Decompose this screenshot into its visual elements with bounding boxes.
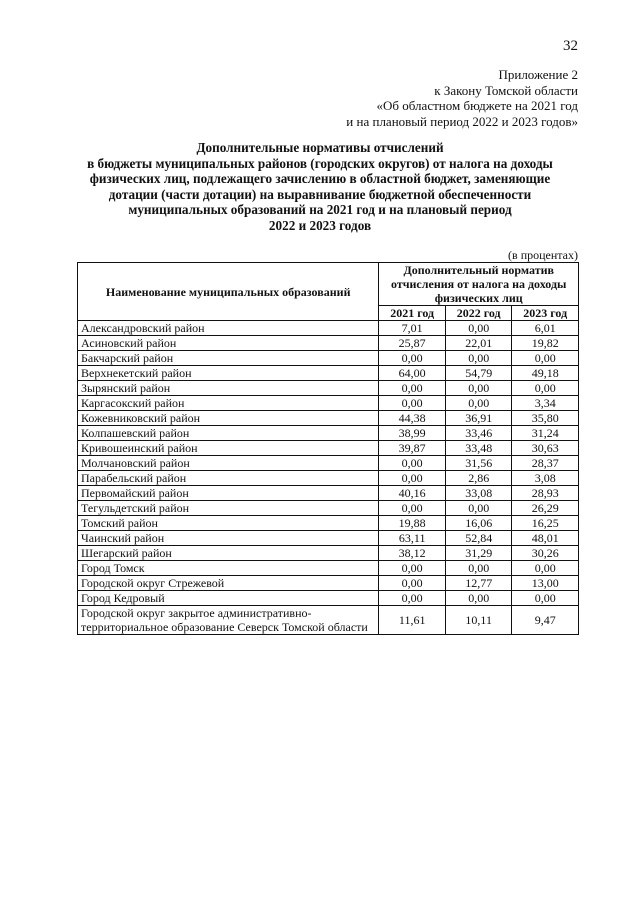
value-2022: 0,00 xyxy=(445,396,512,411)
municipality-name: Городской округ Стрежевой xyxy=(78,576,379,591)
municipality-name: Город Томск xyxy=(78,561,379,576)
value-2021: 0,00 xyxy=(379,471,446,486)
title-line: Дополнительные нормативы отчислений xyxy=(196,140,444,155)
appendix-line: и на плановый период 2022 и 2023 годов» xyxy=(346,113,578,129)
table-row xyxy=(78,396,579,411)
table-row xyxy=(78,426,579,441)
value-2023: 49,18 xyxy=(512,366,579,381)
document-title xyxy=(60,140,580,234)
table-row xyxy=(78,471,579,486)
value-2023: 30,26 xyxy=(512,546,579,561)
value-2023: 30,63 xyxy=(512,441,579,456)
value-2022: 36,91 xyxy=(445,411,512,426)
value-2022: 0,00 xyxy=(445,591,512,606)
municipality-name: Чаинский район xyxy=(78,531,379,546)
value-2023: 13,00 xyxy=(512,576,579,591)
value-2022: 12,77 xyxy=(445,576,512,591)
table-row xyxy=(78,351,579,366)
title-line: муниципальных образований на 2021 год и на плановый период xyxy=(128,202,512,218)
value-2023: 0,00 xyxy=(512,381,579,396)
table-row xyxy=(78,546,579,561)
value-2022: 52,84 xyxy=(445,531,512,546)
value-2022: 22,01 xyxy=(445,336,512,351)
value-2022: 0,00 xyxy=(445,351,512,366)
value-2021: 38,12 xyxy=(379,546,446,561)
value-2022: 0,00 xyxy=(445,381,512,396)
municipality-name: Александровский район xyxy=(78,321,379,336)
municipality-name: Зырянский район xyxy=(78,381,379,396)
municipality-name: Каргасокский район xyxy=(78,396,379,411)
header-year-2023: 2023 год xyxy=(512,306,579,321)
value-2023: 26,29 xyxy=(512,501,579,516)
value-2023: 0,00 xyxy=(512,591,579,606)
value-2021: 40,16 xyxy=(379,486,446,501)
value-2023: 31,24 xyxy=(512,426,579,441)
value-2022: 0,00 xyxy=(445,501,512,516)
value-2023: 3,08 xyxy=(512,471,579,486)
municipality-name: Тегульдетский район xyxy=(78,501,379,516)
value-2022: 54,79 xyxy=(445,366,512,381)
value-2022: 2,86 xyxy=(445,471,512,486)
table-row xyxy=(78,531,579,546)
municipality-name: Первомайский район xyxy=(78,486,379,501)
value-2021: 44,38 xyxy=(379,411,446,426)
units-note: (в процентах) xyxy=(508,248,578,262)
value-2023: 35,80 xyxy=(512,411,579,426)
title-line: дотации (части дотации) на выравнивание бюджетной обеспеченности xyxy=(108,186,532,202)
title-line: 2022 и 2023 годов xyxy=(268,217,372,233)
municipality-name: Городской округ закрытое административно-территориальное образование Северск Томской области xyxy=(78,606,379,635)
value-2021: 38,99 xyxy=(379,426,446,441)
value-2022: 33,46 xyxy=(445,426,512,441)
table-row xyxy=(78,606,579,635)
table-row xyxy=(78,381,579,396)
municipality-name: Кривошеинский район xyxy=(78,441,379,456)
table-row xyxy=(78,411,579,426)
value-2023: 16,25 xyxy=(512,516,579,531)
municipality-name: Город Кедровый xyxy=(78,591,379,606)
value-2023: 3,34 xyxy=(512,396,579,411)
value-2023: 9,47 xyxy=(512,606,579,635)
value-2021: 7,01 xyxy=(379,321,446,336)
value-2021: 25,87 xyxy=(379,336,446,351)
municipality-name: Бакчарский район xyxy=(78,351,379,366)
value-2021: 39,87 xyxy=(379,441,446,456)
value-2021: 0,00 xyxy=(379,591,446,606)
table-row xyxy=(78,576,579,591)
municipality-name: Томский район xyxy=(78,516,379,531)
value-2023: 19,82 xyxy=(512,336,579,351)
table-row xyxy=(78,486,579,501)
value-2022: 0,00 xyxy=(445,561,512,576)
value-2022: 10,11 xyxy=(445,606,512,635)
value-2021: 0,00 xyxy=(379,501,446,516)
value-2023: 6,01 xyxy=(512,321,579,336)
municipality-name: Молчановский район xyxy=(78,456,379,471)
table-row xyxy=(78,366,579,381)
table-body xyxy=(78,321,579,635)
title-line: в бюджеты муниципальных районов (городских округов) от налога на доходы xyxy=(87,155,553,171)
value-2022: 31,29 xyxy=(445,546,512,561)
table-row xyxy=(78,561,579,576)
appendix-line: Приложение 2 xyxy=(498,67,578,82)
value-2022: 0,00 xyxy=(445,321,512,336)
value-2023: 48,01 xyxy=(512,531,579,546)
municipality-name: Шегарский район xyxy=(78,546,379,561)
value-2021: 19,88 xyxy=(379,516,446,531)
value-2021: 0,00 xyxy=(379,396,446,411)
value-2021: 11,61 xyxy=(379,606,446,635)
table-row xyxy=(78,336,579,351)
page-number: 32 xyxy=(563,38,578,54)
value-2023: 0,00 xyxy=(512,351,579,366)
table-row xyxy=(78,441,579,456)
value-2023: 28,37 xyxy=(512,456,579,471)
municipality-name: Кожевниковский район xyxy=(78,411,379,426)
value-2023: 28,93 xyxy=(512,486,579,501)
appendix-line: «Об областном бюджете на 2021 год xyxy=(376,98,578,113)
value-2023: 0,00 xyxy=(512,561,579,576)
value-2021: 0,00 xyxy=(379,381,446,396)
value-2022: 33,08 xyxy=(445,486,512,501)
value-2022: 31,56 xyxy=(445,456,512,471)
table-row xyxy=(78,501,579,516)
value-2021: 0,00 xyxy=(379,351,446,366)
table-row xyxy=(78,516,579,531)
table-row xyxy=(78,591,579,606)
value-2022: 16,06 xyxy=(445,516,512,531)
municipality-name: Асиновский район xyxy=(78,336,379,351)
header-year-2021: 2021 год xyxy=(379,306,446,321)
table-row xyxy=(78,321,579,336)
header-year-2022: 2022 год xyxy=(445,306,512,321)
appendix-line: к Закону Томской области xyxy=(434,82,578,98)
value-2022: 33,48 xyxy=(445,441,512,456)
value-2021: 0,00 xyxy=(379,576,446,591)
municipality-name: Верхнекетский район xyxy=(78,366,379,381)
table-row xyxy=(78,456,579,471)
value-2021: 0,00 xyxy=(379,456,446,471)
municipality-name: Парабельский район xyxy=(78,471,379,486)
value-2021: 63,11 xyxy=(379,531,446,546)
title-line: физических лиц, подлежащего зачислению в областной бюджет, заменяющие xyxy=(89,171,551,187)
municipality-name: Колпашевский район xyxy=(78,426,379,441)
appendix-note xyxy=(346,67,578,129)
header-municipality: Наименование муниципальных образований xyxy=(78,263,379,321)
header-additional-norm: Дополнительный норматив отчисления от налога на доходы физических лиц xyxy=(379,263,579,306)
value-2021: 64,00 xyxy=(379,366,446,381)
value-2021: 0,00 xyxy=(379,561,446,576)
norms-table xyxy=(77,262,579,635)
